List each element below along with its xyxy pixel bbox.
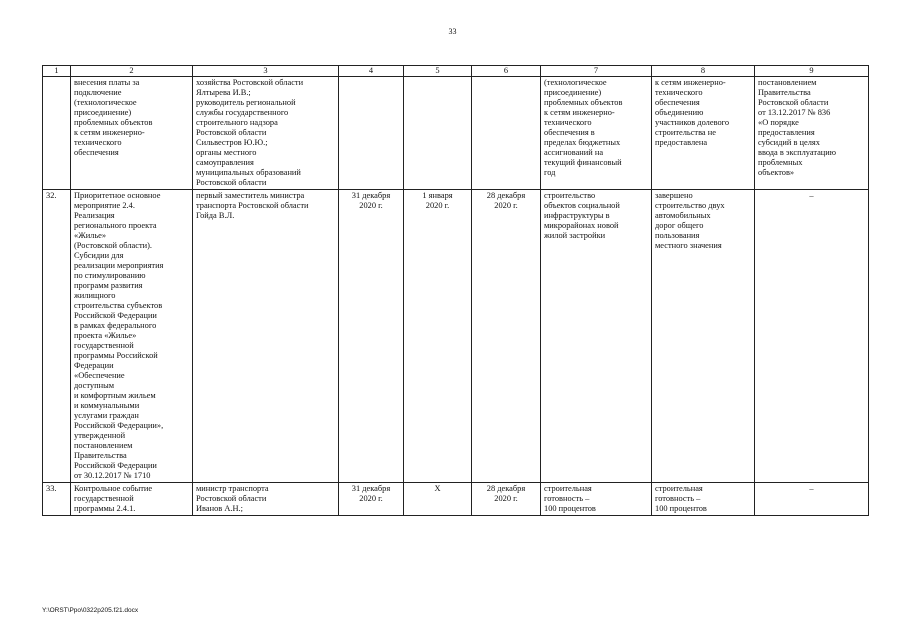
row-number: 33. bbox=[43, 483, 71, 516]
cell-line: Ростовской области bbox=[196, 178, 267, 187]
cell-line: 28 декабря bbox=[486, 484, 526, 493]
table-cell-col6 bbox=[472, 483, 541, 516]
cell-line: 2020 г. bbox=[359, 201, 383, 210]
cell-line: 2020 г. bbox=[359, 494, 383, 503]
cell-line: первый заместитель министра bbox=[196, 191, 305, 200]
table-cell-col4 bbox=[339, 190, 404, 483]
cell-line: Реализация bbox=[74, 211, 115, 220]
cell-line: готовность – bbox=[544, 494, 590, 503]
cell-line: Российской Федерации bbox=[74, 461, 157, 470]
cell-line: технического bbox=[74, 138, 122, 147]
main-table bbox=[42, 65, 869, 516]
table-cell-col9 bbox=[755, 190, 869, 483]
cell-line: 31 декабря bbox=[351, 484, 391, 493]
cell-line: 100 процентов bbox=[655, 504, 707, 513]
cell-line: Приоритетное основное bbox=[74, 191, 161, 200]
table-cell-col7 bbox=[541, 483, 652, 516]
table-cell-col4 bbox=[339, 483, 404, 516]
cell-line: в рамках федерального bbox=[74, 321, 157, 330]
cell-line: пределах бюджетных bbox=[544, 138, 621, 147]
cell-line: 31 декабря bbox=[351, 191, 391, 200]
cell-line: «Жилье» bbox=[74, 231, 107, 240]
cell-line: Российской Федерации bbox=[74, 311, 157, 320]
cell-line: технического bbox=[544, 118, 592, 127]
cell-line: присоединение) bbox=[544, 88, 602, 97]
table-row bbox=[43, 77, 869, 190]
cell-line: строительства не bbox=[655, 128, 716, 137]
cell-line: строительного надзора bbox=[196, 118, 278, 127]
header-cell: 2 bbox=[71, 66, 193, 77]
cell-line: 2020 г. bbox=[494, 494, 518, 503]
cell-line: мероприятие 2.4. bbox=[74, 201, 135, 210]
cell-line: к сетям инженерно- bbox=[74, 128, 145, 137]
cell-line: Гойда В.Л. bbox=[196, 211, 235, 220]
table-body bbox=[43, 77, 869, 516]
cell-line: местного значения bbox=[655, 241, 722, 250]
table-cell-col9 bbox=[755, 483, 869, 516]
cell-line: объектов социальной bbox=[544, 201, 620, 210]
cell-line: внесения платы за bbox=[74, 78, 140, 87]
cell-line: 2020 г. bbox=[425, 201, 450, 210]
header-cell: 9 bbox=[755, 66, 869, 77]
cell-line: проблемных объектов bbox=[544, 98, 623, 107]
cell-line: подключение bbox=[74, 88, 122, 97]
cell-line: завершено bbox=[655, 191, 693, 200]
cell-line: обеспечения в bbox=[544, 128, 595, 137]
cell-line: Правительства bbox=[758, 88, 811, 97]
cell-line: к сетям инженерно- bbox=[655, 78, 726, 87]
header-cell: 4 bbox=[339, 66, 404, 77]
table-row bbox=[43, 483, 869, 516]
cell-line: строительная bbox=[655, 484, 703, 493]
cell-line: – bbox=[809, 191, 814, 200]
cell-line: доступным bbox=[74, 381, 115, 390]
header-cell: 3 bbox=[193, 66, 339, 77]
table-cell-col4 bbox=[339, 77, 404, 190]
cell-line: утвержденной bbox=[74, 431, 126, 440]
cell-line: Контрольное событие bbox=[74, 484, 153, 493]
cell-line: (технологическое bbox=[74, 98, 137, 107]
cell-line: и комфортным жильем bbox=[74, 391, 156, 400]
table-cell-col3 bbox=[193, 77, 339, 190]
cell-line: «Обеспечение bbox=[74, 371, 125, 380]
cell-line: программ развития bbox=[74, 281, 143, 290]
cell-line: предоставлена bbox=[655, 138, 708, 147]
cell-line: и коммунальными bbox=[74, 401, 140, 410]
table-cell-col8 bbox=[652, 77, 755, 190]
cell-line: Субсидии для bbox=[74, 251, 124, 260]
cell-line: (Ростовской области). bbox=[74, 241, 152, 250]
cell-line: Ялтырева И.В.; bbox=[196, 88, 251, 97]
cell-line: строительство bbox=[544, 191, 596, 200]
cell-line: – bbox=[809, 484, 814, 493]
cell-line: объединению bbox=[655, 108, 704, 117]
cell-line: проблемных bbox=[758, 158, 803, 167]
table-cell-col6 bbox=[472, 77, 541, 190]
cell-line: «О порядке bbox=[758, 118, 799, 127]
table-row bbox=[43, 190, 869, 483]
cell-line: 1 января bbox=[422, 191, 453, 200]
table-cell-col5 bbox=[404, 77, 472, 190]
table-cell-col7 bbox=[541, 77, 652, 190]
cell-line: программы 2.4.1. bbox=[74, 504, 136, 513]
cell-line: ассигнований на bbox=[544, 148, 604, 157]
header-row bbox=[43, 66, 869, 77]
cell-line: участников долевого bbox=[655, 118, 730, 127]
cell-line: Иванов А.Н.; bbox=[196, 504, 243, 513]
cell-line: Ростовской области bbox=[758, 98, 829, 107]
cell-line: автомобильных bbox=[655, 211, 711, 220]
cell-line: Сильвестров Ю.Ю.; bbox=[196, 138, 268, 147]
cell-line: пользования bbox=[655, 231, 700, 240]
cell-line: от 30.12.2017 № 1710 bbox=[74, 471, 151, 480]
cell-line: инфраструктуры в bbox=[544, 211, 610, 220]
cell-line: жилой застройки bbox=[544, 231, 606, 240]
footer-file-path: Y:\ORST\Ppo\0322p205.f21.docx bbox=[42, 607, 139, 614]
cell-line: министр транспорта bbox=[196, 484, 269, 493]
cell-line: Правительства bbox=[74, 451, 127, 460]
cell-line: микрорайонах новой bbox=[544, 221, 619, 230]
cell-line: органы местного bbox=[196, 148, 257, 157]
table-cell-col7 bbox=[541, 190, 652, 483]
table-cell-col2 bbox=[71, 483, 193, 516]
cell-line: от 13.12.2017 № 836 bbox=[758, 108, 831, 117]
cell-line: ввода в эксплуатацию bbox=[758, 148, 837, 157]
cell-line: дорог общего bbox=[655, 221, 704, 230]
row-number: 32. bbox=[43, 190, 71, 483]
table-cell-col8 bbox=[652, 483, 755, 516]
cell-line: руководитель региональной bbox=[196, 98, 296, 107]
cell-line: хозяйства Ростовской области bbox=[196, 78, 304, 87]
cell-line: Ростовской области bbox=[196, 494, 267, 503]
cell-line: Ростовской области bbox=[196, 128, 267, 137]
cell-line: к сетям инженерно- bbox=[544, 108, 615, 117]
cell-line: строительства субъектов bbox=[74, 301, 163, 310]
cell-line: Федерации bbox=[74, 361, 114, 370]
cell-line: проблемных объектов bbox=[74, 118, 153, 127]
cell-line: обеспечения bbox=[655, 98, 700, 107]
cell-line: регионального проекта bbox=[74, 221, 157, 230]
cell-line: (технологическое bbox=[544, 78, 607, 87]
header-cell: 7 bbox=[541, 66, 652, 77]
table-cell-col9 bbox=[755, 77, 869, 190]
cell-line: службы государственного bbox=[196, 108, 289, 117]
header-cell: 8 bbox=[652, 66, 755, 77]
cell-line: 2020 г. bbox=[494, 201, 518, 210]
cell-line: год bbox=[544, 168, 556, 177]
cell-line: объектов» bbox=[758, 168, 795, 177]
cell-line: по стимулированию bbox=[74, 271, 146, 280]
table-cell-col5 bbox=[404, 190, 472, 483]
row-number bbox=[43, 77, 71, 190]
cell-line: присоединение) bbox=[74, 108, 132, 117]
table-cell-col2 bbox=[71, 190, 193, 483]
cell-line: 100 процентов bbox=[544, 504, 596, 513]
header-cell: 6 bbox=[472, 66, 541, 77]
cell-line: транспорта Ростовской области bbox=[196, 201, 309, 210]
cell-line: постановлением bbox=[758, 78, 817, 87]
table-cell-col5 bbox=[404, 483, 472, 516]
header-cell: 1 bbox=[43, 66, 71, 77]
cell-line: государственной bbox=[74, 494, 134, 503]
page-number: 33 bbox=[448, 27, 457, 36]
cell-line: 28 декабря bbox=[486, 191, 526, 200]
cell-line: постановлением bbox=[74, 441, 133, 450]
table-cell-col2 bbox=[71, 77, 193, 190]
cell-line: готовность – bbox=[655, 494, 701, 503]
cell-line: строительная bbox=[544, 484, 592, 493]
cell-line: программы Российской bbox=[74, 351, 158, 360]
cell-line: государственной bbox=[74, 341, 134, 350]
cell-line: самоуправления bbox=[196, 158, 254, 167]
cell-line: услугами граждан bbox=[74, 411, 139, 420]
table-cell-col6 bbox=[472, 190, 541, 483]
header-cell: 5 bbox=[404, 66, 472, 77]
table-cell-col3 bbox=[193, 190, 339, 483]
cell-line: текущий финансовый bbox=[544, 158, 622, 167]
cell-line: технического bbox=[655, 88, 703, 97]
cell-line: муниципальных образований bbox=[196, 168, 301, 177]
cell-line: субсидий в целях bbox=[758, 138, 820, 147]
cell-line: проекта «Жилье» bbox=[74, 331, 137, 340]
cell-line: обеспечения bbox=[74, 148, 119, 157]
cell-line: Российской Федерации», bbox=[74, 421, 164, 430]
cell-line: жилищного bbox=[74, 291, 116, 300]
table-cell-col3 bbox=[193, 483, 339, 516]
cell-line: строительство двух bbox=[655, 201, 725, 210]
table-cell-col8 bbox=[652, 190, 755, 483]
cell-line: предоставления bbox=[758, 128, 815, 137]
cell-line: реализации мероприятия bbox=[74, 261, 164, 270]
cell-line: Х bbox=[434, 484, 441, 493]
